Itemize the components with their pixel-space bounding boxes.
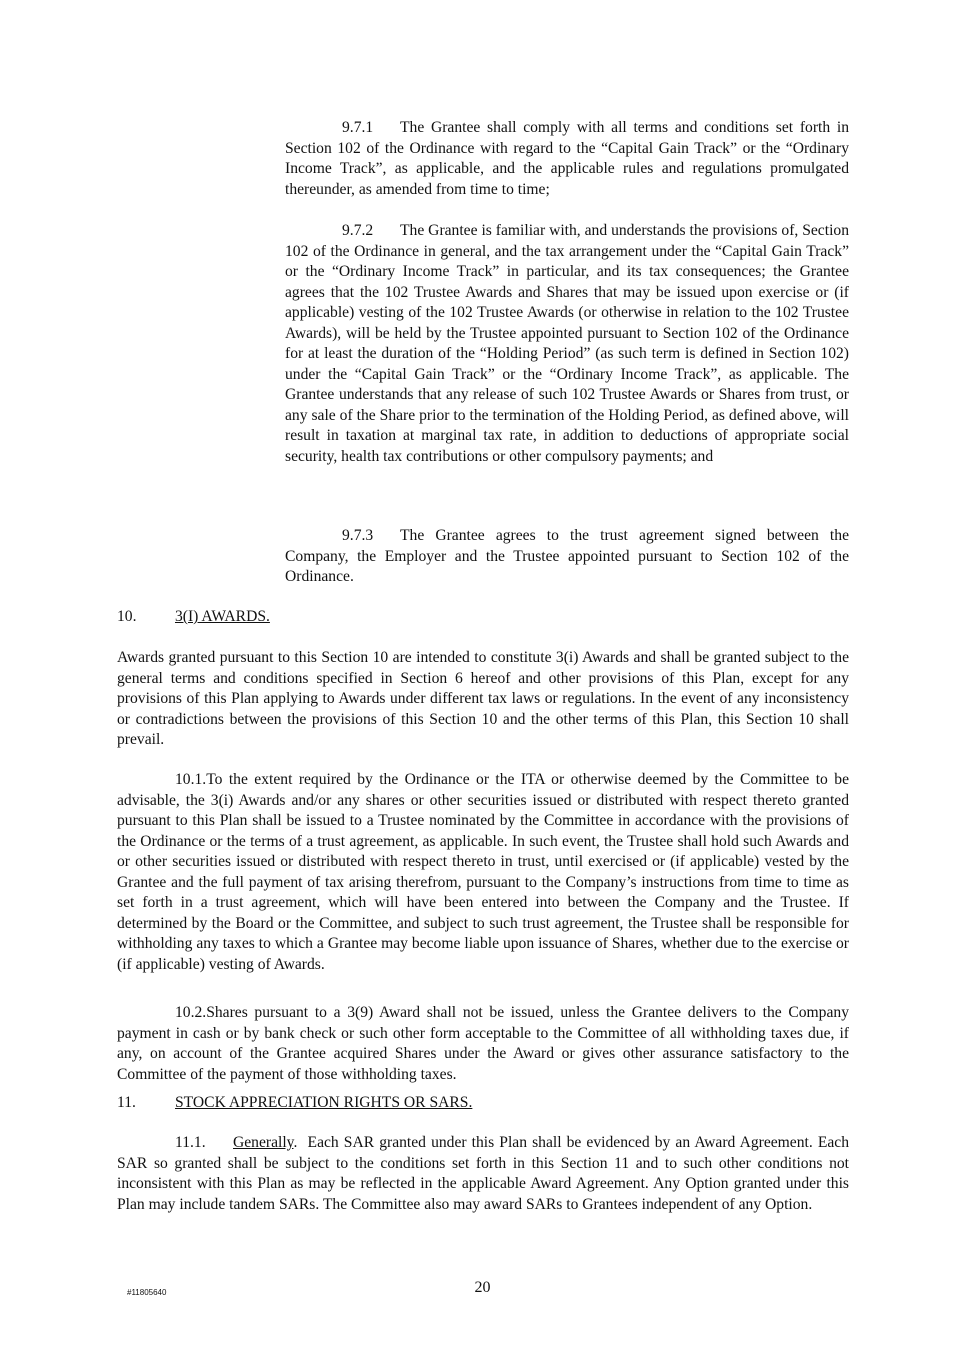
paragraph-number: 10.1.: [175, 771, 207, 788]
paragraph-text: Each SAR granted under this Plan shall be evidenced by an Award Agreement. Each SAR so granted shall be subject to the conditions set forth in this Section 11 and to such other conditions not inconsistent with this Plan as may be reflected in the applicable Award Agreement. Any Option granted under this Plan may include tandem SARs. The Committee also may award SARs to Grantees independent of any Option.: [117, 1134, 849, 1213]
section-10-heading: [117, 607, 270, 628]
paragraph-number: 9.7.1: [342, 119, 374, 136]
paragraph-11-1: 11.1. Generally. Each SAR granted under this Plan shall be evidenced by an Award Agreement. Each SAR so granted shall be subject to the conditions set forth in this Section 11 and to such other conditions not inconsistent with this Plan as may be reflected in the applicable Award Agreement. Any Option granted under this Plan may include tandem SARs. The Committee also may award SARs to Grantees independent of any Option.: [117, 1134, 849, 1213]
paragraph-number: 9.7.2: [342, 222, 374, 239]
paragraph-9-7-2: [285, 221, 849, 467]
document-id: #11805640: [127, 1288, 167, 1297]
paragraph-number: 9.7.3: [342, 527, 374, 544]
paragraph-number: 11.1.: [175, 1134, 206, 1151]
section-number: 10.: [117, 608, 137, 625]
paragraph-10-1: [117, 770, 849, 975]
paragraph-10-2: [117, 1003, 849, 1085]
paragraph-text: The Grantee shall comply with all terms and conditions set forth in Section 102 of the Ordinance with regard to the “Capital Gain Track” or the “Ordinary Income Track”, as applicable, and the applicable rules and regulations promulgated thereunder, as amended from time to time;: [285, 119, 849, 198]
paragraph-heading: Generally: [233, 1134, 294, 1151]
paragraph-text: The Grantee is familiar with, and understands the provisions of, Section 102 of the Ordinance in general, and the tax arrangement under the “Capital Gain Track” or the “Ordinary Income Track” in particular, and its tax consequences; the Grantee agrees that the 102 Trustee Awards and Shares that may be issued upon exercise or (if applicable) vesting of the 102 Trustee Awards (or otherwise in relation to the 102 Trustee Awards), will be held by the Trustee appointed pursuant to Section 102 of the Ordinance for at least the duration of the “Holding Period” (as such term is defined in Section 102) under the “Capital Gain Track” or the “Ordinary Income Track”, as applicable. The Grantee understands that any release of such 102 Trustee Awards or Shares from trust, or any sale of the Share prior to the termination of the Holding Period, as defined above, will result in taxation at marginal tax rate, in addition to deductions of appropriate social security, health tax contributions or other compulsory payments; and: [285, 222, 849, 465]
section-11-heading: [117, 1093, 472, 1114]
paragraph-text: To the extent required by the Ordinance or the ITA or otherwise deemed by the Committee to be advisable, the 3(i) Awards and/or any shares or other securities issued or distributed with respect thereto granted pursuant to this Plan shall be issued to a Trustee nominated by the Committee in accordance with the provisions of the Ordinance or the terms of a trust agreement, as applicable. In such event, the Trustee shall hold such Awards and or other securities issued or distributed with respect thereto in trust, until exercised or (if applicable) vested by the Grantee and the full payment of tax arising therefrom, pursuant to the Company’s instructions from time to time as set forth in a trust agreement, which will have been entered into between the Company and the Trustee. If determined by the Board or the Committee, and subject to such trust agreement, the Trustee shall be responsible for withholding any taxes to which a Grantee may become liable upon issuance of Shares, whether due to the exercise or (if applicable) vesting of Awards.: [117, 771, 849, 973]
section-title: STOCK APPRECIATION RIGHTS OR SARS.: [175, 1094, 473, 1111]
paragraph-9-7-1: [285, 118, 849, 200]
paragraph-number: 10.2.: [175, 1004, 207, 1021]
section-number: 11.: [117, 1094, 136, 1111]
paragraph-text: Shares pursuant to a 3(9) Award shall not be issued, unless the Grantee delivers to the Company payment in cash or by bank check or such other form acceptable to the Committee of all withholding taxes due, if any, on account of the Grantee acquired Shares under the Award or gives other assurance satisfactory to the Committee of the payment of those withholding taxes.: [117, 1004, 849, 1083]
section-10-intro: Awards granted pursuant to this Section 10 are intended to constitute 3(i) Awards and shall be granted subject to the general terms and conditions specified in Section 6 hereof and other provisions of this Plan, except for any provisions of this Plan applying to Awards under different tax laws or regulations. In the event of any inconsistency or contradictions between the provisions of this Section 10 and the other terms of this Plan, this Section 10 shall prevail.: [117, 649, 849, 748]
section-title: 3(I) AWARDS.: [175, 608, 270, 625]
page-number: 20: [474, 1279, 491, 1296]
paragraph-9-7-3: [285, 526, 849, 588]
paragraph-text: The Grantee agrees to the trust agreement signed between the Company, the Employer and the Trustee appointed pursuant to Section 102 of the Ordinance.: [285, 527, 849, 585]
